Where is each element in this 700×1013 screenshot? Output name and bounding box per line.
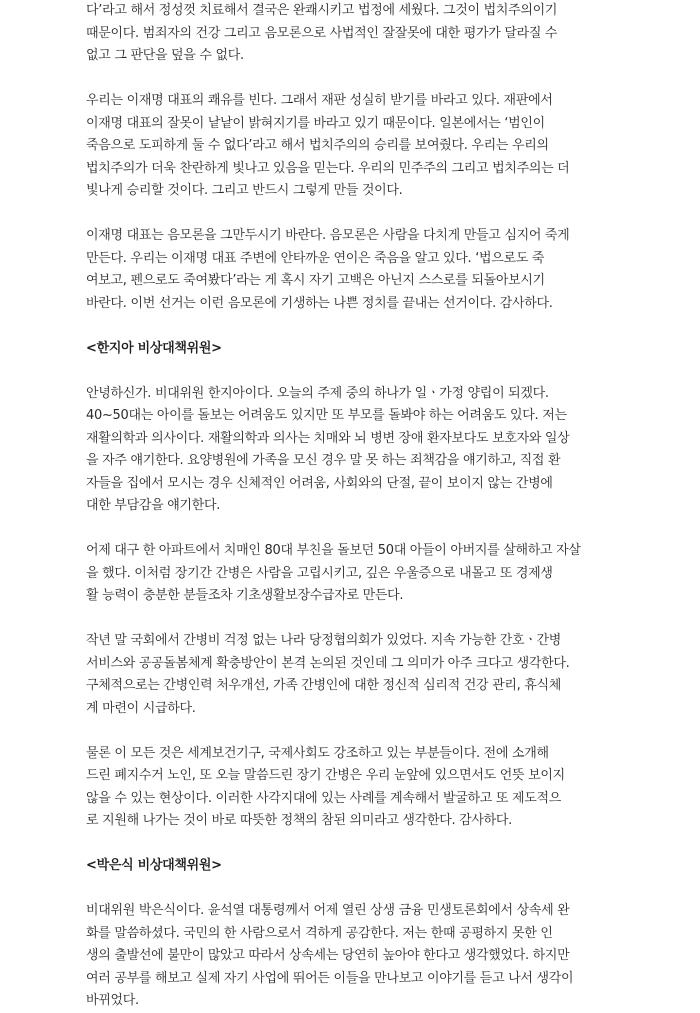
paragraph-spacer [86,68,616,91]
paragraph [86,0,616,68]
paragraph-line: 바뀌었다. [86,993,139,1008]
paragraph [86,630,616,720]
paragraph-line: 생의 출발선에 불만이 많았고 따라서 상속세는 당연히 높아야 한다고 생각했었다. 하지만 [86,948,570,963]
paragraph-line: 우리는 이재명 대표의 쾌유를 빈다. 그래서 재판 성실히 받기를 바라고 있다. 재판에서 [86,93,553,108]
paragraph-line: 대한 부담감을 얘기한다. [86,498,221,513]
paragraph-line: 드린 폐지수거 노인, 또 오늘 말씀드린 장기 간병은 우리 눈앞에 있으면서도 언뜻 보이지 [86,768,565,783]
section-heading [86,338,616,361]
section-heading [86,855,616,878]
paragraph-line: 구체적으로는 간병인력 처우개선, 가족 간병인에 대한 정신적 심리적 건강 관리, 휴식체 [86,678,562,693]
paragraph-line: 활 능력이 충분한 분들조차 기초생활보장수급자로 만든다. [86,588,404,603]
paragraph-line: 작년 말 국회에서 간병비 걱정 없는 나라 당정협의회가 있었다. 지속 가능한 간호ㆍ간병 [86,633,562,648]
paragraph-line: 여러 공부를 해보고 실제 자기 사업에 뛰어든 이들을 만나보고 이야기를 듣고 나서 생각이 [86,970,574,986]
paragraph-line: 이재명 대표의 잘못이 낱낱이 밝혀지기를 바라고 있기 때문이다. 일본에서는 ‘범인이 [86,115,545,131]
paragraph-line: 법치주의가 더욱 찬란하게 빛나고 있음을 믿는다. 우리의 민주주의 그리고 법치주의는 더 [86,160,570,176]
paragraph-line: 어제 대구 한 아파트에서 치매인 80대 부친을 돌보던 50대 아들이 아버지를 살해하고 자살 [86,543,581,558]
paragraph-line: 만든다. 우리는 이재명 대표 주변에 안타까운 연이은 죽음을 알고 있다. ‘법으로도 죽 [86,250,545,266]
paragraph-line: 않을 수 있는 현상이다. 이러한 사각지대에 있는 사례를 계속해서 발굴하고 또 제도적으 [86,790,562,806]
paragraph-spacer [86,833,616,856]
paragraph [86,90,616,203]
paragraph-line: 때문이다. 범죄자의 건강 그리고 음모론으로 사법적인 잘잘못에 대한 평가가 달라질 수 [86,25,558,41]
paragraph-line: 이재명 대표는 음모론을 그만두시기 바란다. 음모론은 사람을 다치게 만들고 심지어 죽게 [86,228,570,243]
paragraph-spacer [86,518,616,541]
paragraph-line: 물론 이 모든 것은 세계보건기구, 국제사회도 강조하고 있는 부분들이다. 전에 소개해 [86,745,549,761]
paragraph-spacer [86,608,616,631]
paragraph-line: 없고 그 판단을 덮을 수 없다. [86,48,244,63]
paragraph-line: 다’라고 해서 정성껏 치료해서 결국은 완쾌시키고 법정에 세웠다. 그것이 법치주의이기 [86,3,558,18]
paragraph [86,900,616,1013]
paragraph-line: 바란다. 이번 선거는 이런 음모론에 기생하는 나쁜 정치를 끝내는 선거이다. 감사하다. [86,295,553,311]
paragraph-line: 로 지원해 나가는 것이 바로 따뜻한 정책의 참된 의미라고 생각한다. 감사하다. [86,813,512,828]
paragraph-line: 빛나게 승리할 것이다. 그리고 반드시 그렇게 만들 것이다. [86,183,403,198]
paragraph-line: 을 했다. 이처럼 장기간 간병은 사람을 고립시키고, 깊은 우울증으로 내몰고 또 경제생 [86,565,553,581]
paragraph-line: 재활의학과 의사이다. 재활의학과 의사는 치매와 뇌 병변 장애 환자보다도 보호자와 일상 [86,430,570,446]
paragraph-spacer [86,360,616,383]
speaker-heading: <한지아 비상대책위원> [86,340,222,356]
paragraph [86,743,616,833]
article-body [86,0,616,1013]
paragraph [86,540,616,608]
paragraph-line: 계 마련이 시급하다. [86,700,196,716]
paragraph-line: 안녕하신가. 비대위원 한지아이다. 오늘의 주제 중의 하나가 일ㆍ가정 양립이 되겠다. [86,385,549,401]
paragraph-line: 자들을 집에서 모시는 경우 신체적인 어려움, 사회와의 단절, 끝이 보이지 않는 간병에 [86,475,553,491]
paragraph-line: 비대위원 박은식이다. 윤석열 대통령께서 어제 열린 상생 금융 민생토론회에서 상속세 완 [86,903,570,918]
paragraph-spacer [86,720,616,743]
paragraph-spacer [86,878,616,901]
paragraph [86,383,616,518]
speaker-heading: <박은식 비상대책위원> [86,858,222,873]
paragraph-line: 여보고, 펜으로도 죽여봤다’라는 게 혹시 자기 고백은 아닌지 스스로를 되돌아보시기 [86,273,545,288]
paragraph-line: 서비스와 공공돌봄체계 확충방안이 본격 논의된 것인데 그 의미가 아주 크다고 생각한다. [86,655,570,671]
paragraph-line: 을 자주 얘기한다. 요양병원에 가족을 모신 경우 말 못 하는 죄책감을 얘기하고, 직접 환 [86,453,561,468]
paragraph-spacer [86,315,616,338]
paragraph-line: 40~50대는 아이를 돌보는 어려움도 있지만 또 부모를 돌봐야 하는 어려움도 있다. 저는 [86,408,567,423]
paragraph-line: 죽음으로 도피하게 둘 수 없다’라고 해서 법치주의의 승리를 보여줬다. 우리는 우리의 [86,138,549,153]
paragraph-spacer [86,203,616,226]
paragraph-line: 화를 말씀하셨다. 국민의 한 사람으로서 격하게 공감한다. 저는 한때 공평하지 못한 인 [86,925,553,941]
paragraph [86,225,616,315]
